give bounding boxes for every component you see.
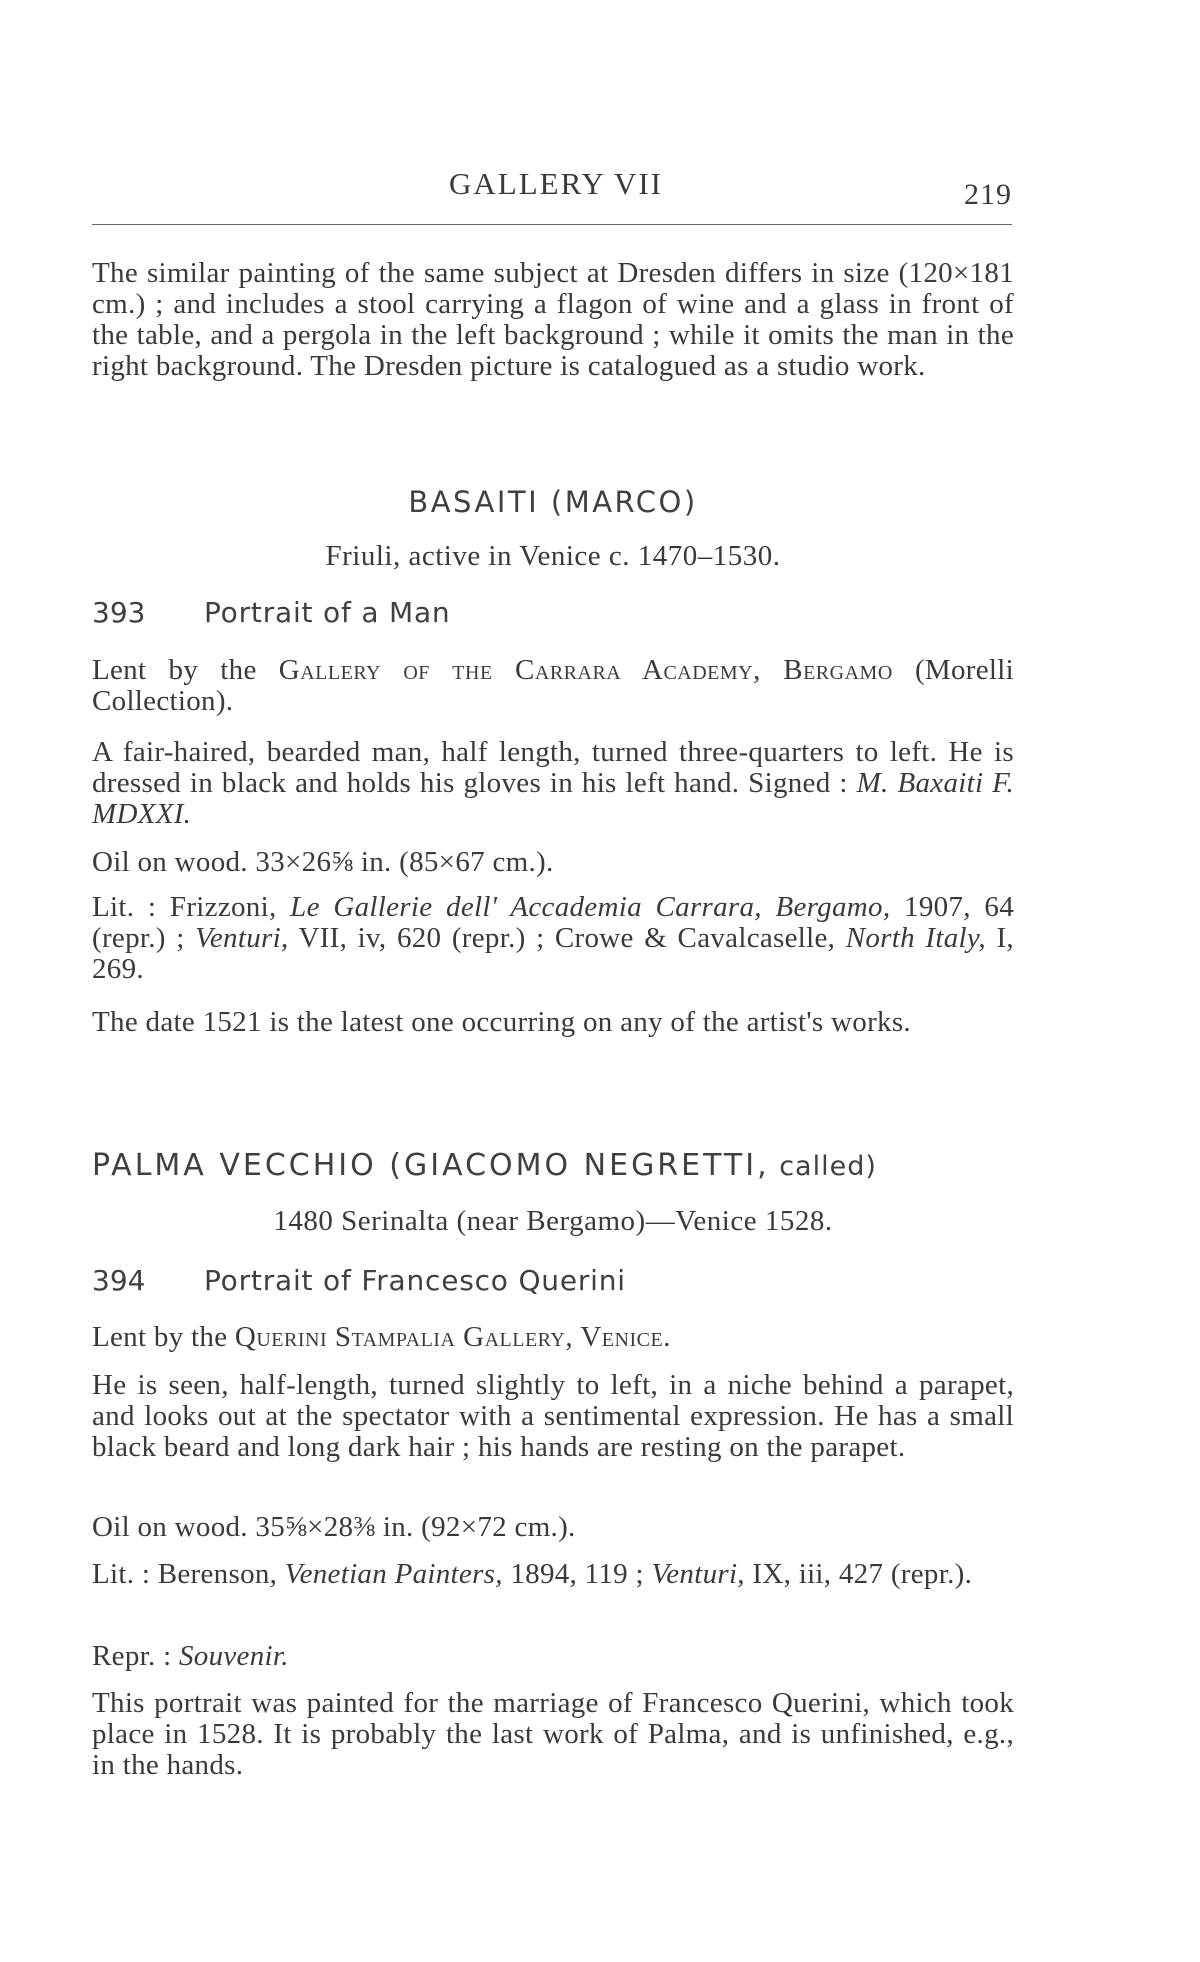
- lender-collection: (Morelli Collection).: [92, 654, 1014, 717]
- artist-dates: Friuli, active in Venice c. 1470–1530.: [325, 540, 781, 572]
- lender-name: Querini Stampalia Gallery, Venice.: [234, 1321, 671, 1353]
- lit-title: North Italy,: [845, 922, 986, 954]
- entry-note: This portrait was painted for the marriage of Francesco Querini, which took place in 1528. It is probably the last work of Palma, and is unfinished, e.g., in the hands.: [92, 1687, 1014, 1781]
- signature: M. Baxaiti F. MDXXI.: [92, 767, 1014, 830]
- lit-title: Venetian Painters,: [284, 1558, 503, 1590]
- lit-text: Lit. : Frizzoni,: [92, 891, 291, 923]
- repr-label: Repr. :: [92, 1640, 179, 1672]
- catalogue-entry-heading: [92, 596, 1014, 632]
- lit-text: IX, iii, 427 (repr.).: [744, 1558, 973, 1590]
- entry-title: Portrait of Francesco Querini: [204, 1264, 626, 1297]
- description-text: A fair-haired, bearded man, half length, turned three-quarters to left. He is dressed in black and holds his gloves in his left hand. Signed :: [92, 736, 1014, 799]
- entry-number: 393: [92, 596, 146, 629]
- intro-paragraph: The similar painting of the same subject at Dresden differs in size (120×181 cm.) ; and includes a stool carrying a flagon of wine and a glass in front of the table, and a pergola in the left background ; while it omits the man in the right background. The Dresden picture is catalogued as a studio work.: [92, 257, 1014, 382]
- entry-description: He is seen, half-length, turned slightly to left, in a niche behind a parapet, and looks out at the spectator with a sentimental expression. He has a small black beard and long dark hair ; his hands are resting on the parapet.: [92, 1369, 1014, 1463]
- lender-line: [92, 1322, 1014, 1353]
- lit-author: Venturi,: [651, 1558, 745, 1590]
- header-rule: [92, 224, 1012, 225]
- lit-text: 1907, 64 (repr.) ;: [92, 891, 1015, 954]
- medium-line: Oil on wood. 35⅝×28⅜ in. (92×72 cm.).: [92, 1511, 576, 1543]
- entry-number: 394: [92, 1264, 146, 1297]
- artist-name-suffix: called): [769, 1151, 877, 1182]
- catalogue-entry-heading: [92, 1264, 1014, 1300]
- reproduction-line: [92, 1641, 1014, 1672]
- artist-heading: BASAITI (MARCO): [408, 485, 698, 519]
- artist-name: PALMA VECCHIO (GIACOMO NEGRETTI,: [92, 1148, 770, 1183]
- artist-heading: [92, 1148, 1014, 1183]
- entry-description: [92, 737, 1014, 830]
- lit-author: Venturi,: [195, 922, 289, 954]
- running-head: GALLERY VII: [448, 166, 663, 201]
- lit-title: Le Gallerie dell' Accademia Carrara, Bergamo,: [290, 891, 891, 923]
- literature-line: [92, 892, 1014, 985]
- artist-dates: 1480 Serinalta (near Bergamo)—Venice 1528.: [273, 1205, 833, 1237]
- lender-line: [92, 655, 1014, 717]
- literature-line: [92, 1559, 1014, 1590]
- lit-text: 1894, 119 ;: [502, 1558, 652, 1590]
- lender-prefix: Lent by the: [92, 654, 279, 686]
- lit-text: VII, iv, 620 (repr.) ; Crowe & Cavalcaselle,: [288, 922, 846, 954]
- page-number: 219: [964, 178, 1012, 211]
- entry-note: The date 1521 is the latest one occurring on any of the artist's works.: [92, 1006, 911, 1038]
- lit-text: I, 269.: [92, 922, 1014, 985]
- medium-line: Oil on wood. 33×26⅝ in. (85×67 cm.).: [92, 846, 554, 878]
- lender-name: Gallery of the Carrara Academy, Bergamo: [278, 654, 893, 686]
- lit-text: Lit. : Berenson,: [92, 1558, 285, 1590]
- lender-prefix: Lent by the: [92, 1321, 235, 1353]
- repr-title: Souvenir.: [178, 1640, 289, 1672]
- entry-title: Portrait of a Man: [204, 596, 451, 629]
